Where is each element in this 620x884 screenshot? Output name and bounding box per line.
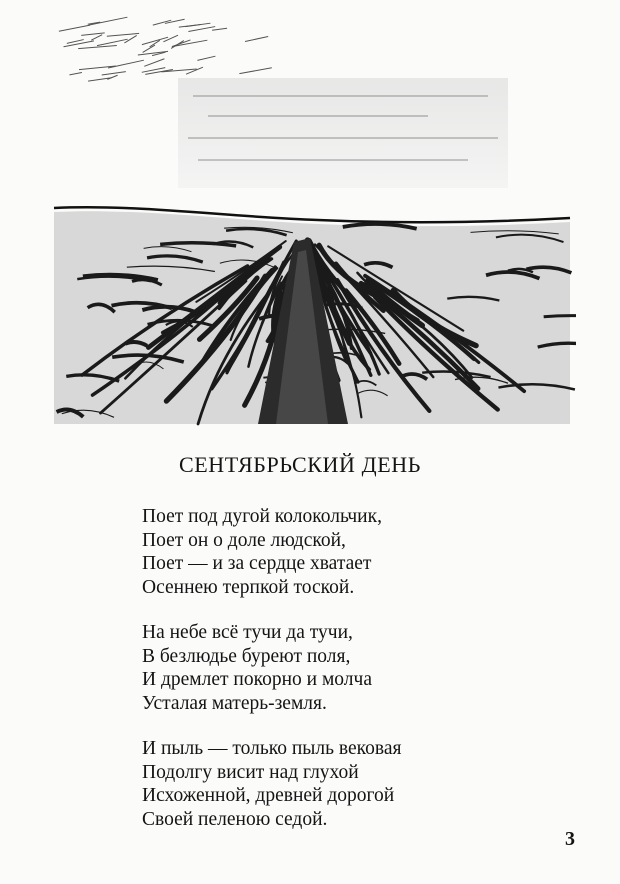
verse-line: И пыль — только пыль вековая (142, 738, 402, 759)
sky-scratch (107, 33, 139, 36)
sky-scratch (89, 17, 127, 25)
sky-scratch (197, 56, 215, 60)
field-landscape-image (48, 12, 576, 430)
verse-line: Своей пеленою седой. (142, 808, 328, 830)
sky-scratch (144, 59, 164, 67)
sky-scratch (186, 67, 203, 74)
sky-scratch (67, 40, 84, 44)
sky-scratch (179, 25, 201, 28)
poem-title: СЕНТЯБРЬСКИЙ ДЕНЬ (178, 452, 422, 477)
verse-line: Осеннею терпкой тоской. (142, 576, 355, 598)
sky-scratch (239, 68, 271, 74)
woodcut-illustration (48, 12, 576, 430)
sky-scratch (212, 28, 227, 30)
sky-scratch (188, 27, 215, 32)
verse-line: И дремлет покорно и молча (142, 669, 372, 690)
verse-line: Поет под дугой колокольчик, (142, 506, 382, 527)
sky-scratch (102, 72, 126, 75)
sky-scratch (59, 25, 90, 31)
stanza-3 (142, 737, 562, 831)
sky-scratch (91, 35, 102, 41)
verse-line: Усталая матерь-земля. (142, 692, 327, 714)
sky-scratch (245, 37, 268, 42)
verse-line: Исхоженной, древней дорогой (142, 785, 395, 806)
verse-line: Поет — и за сердце хватает (142, 553, 372, 574)
sky-scratch (107, 75, 117, 79)
page-number: 3 (565, 828, 575, 850)
sky-scratch (163, 35, 178, 42)
stanza-2 (142, 621, 562, 715)
stanza-1 (142, 505, 562, 599)
verse-line: Подолгу висит над глухой (142, 761, 359, 783)
sky-scratch (143, 45, 155, 52)
verse-line: На небе всё тучи да тучи, (142, 622, 353, 643)
verse-line: Поет он о доле людской, (142, 529, 346, 551)
sky-scratch (145, 70, 173, 75)
sky-scratch (97, 39, 128, 45)
verse-line: В безлюдье буреют поля, (142, 645, 351, 667)
sky-scratch (108, 60, 144, 68)
sky-scratch (69, 72, 81, 74)
poem-body (142, 505, 562, 853)
sky-scratch (64, 41, 94, 47)
